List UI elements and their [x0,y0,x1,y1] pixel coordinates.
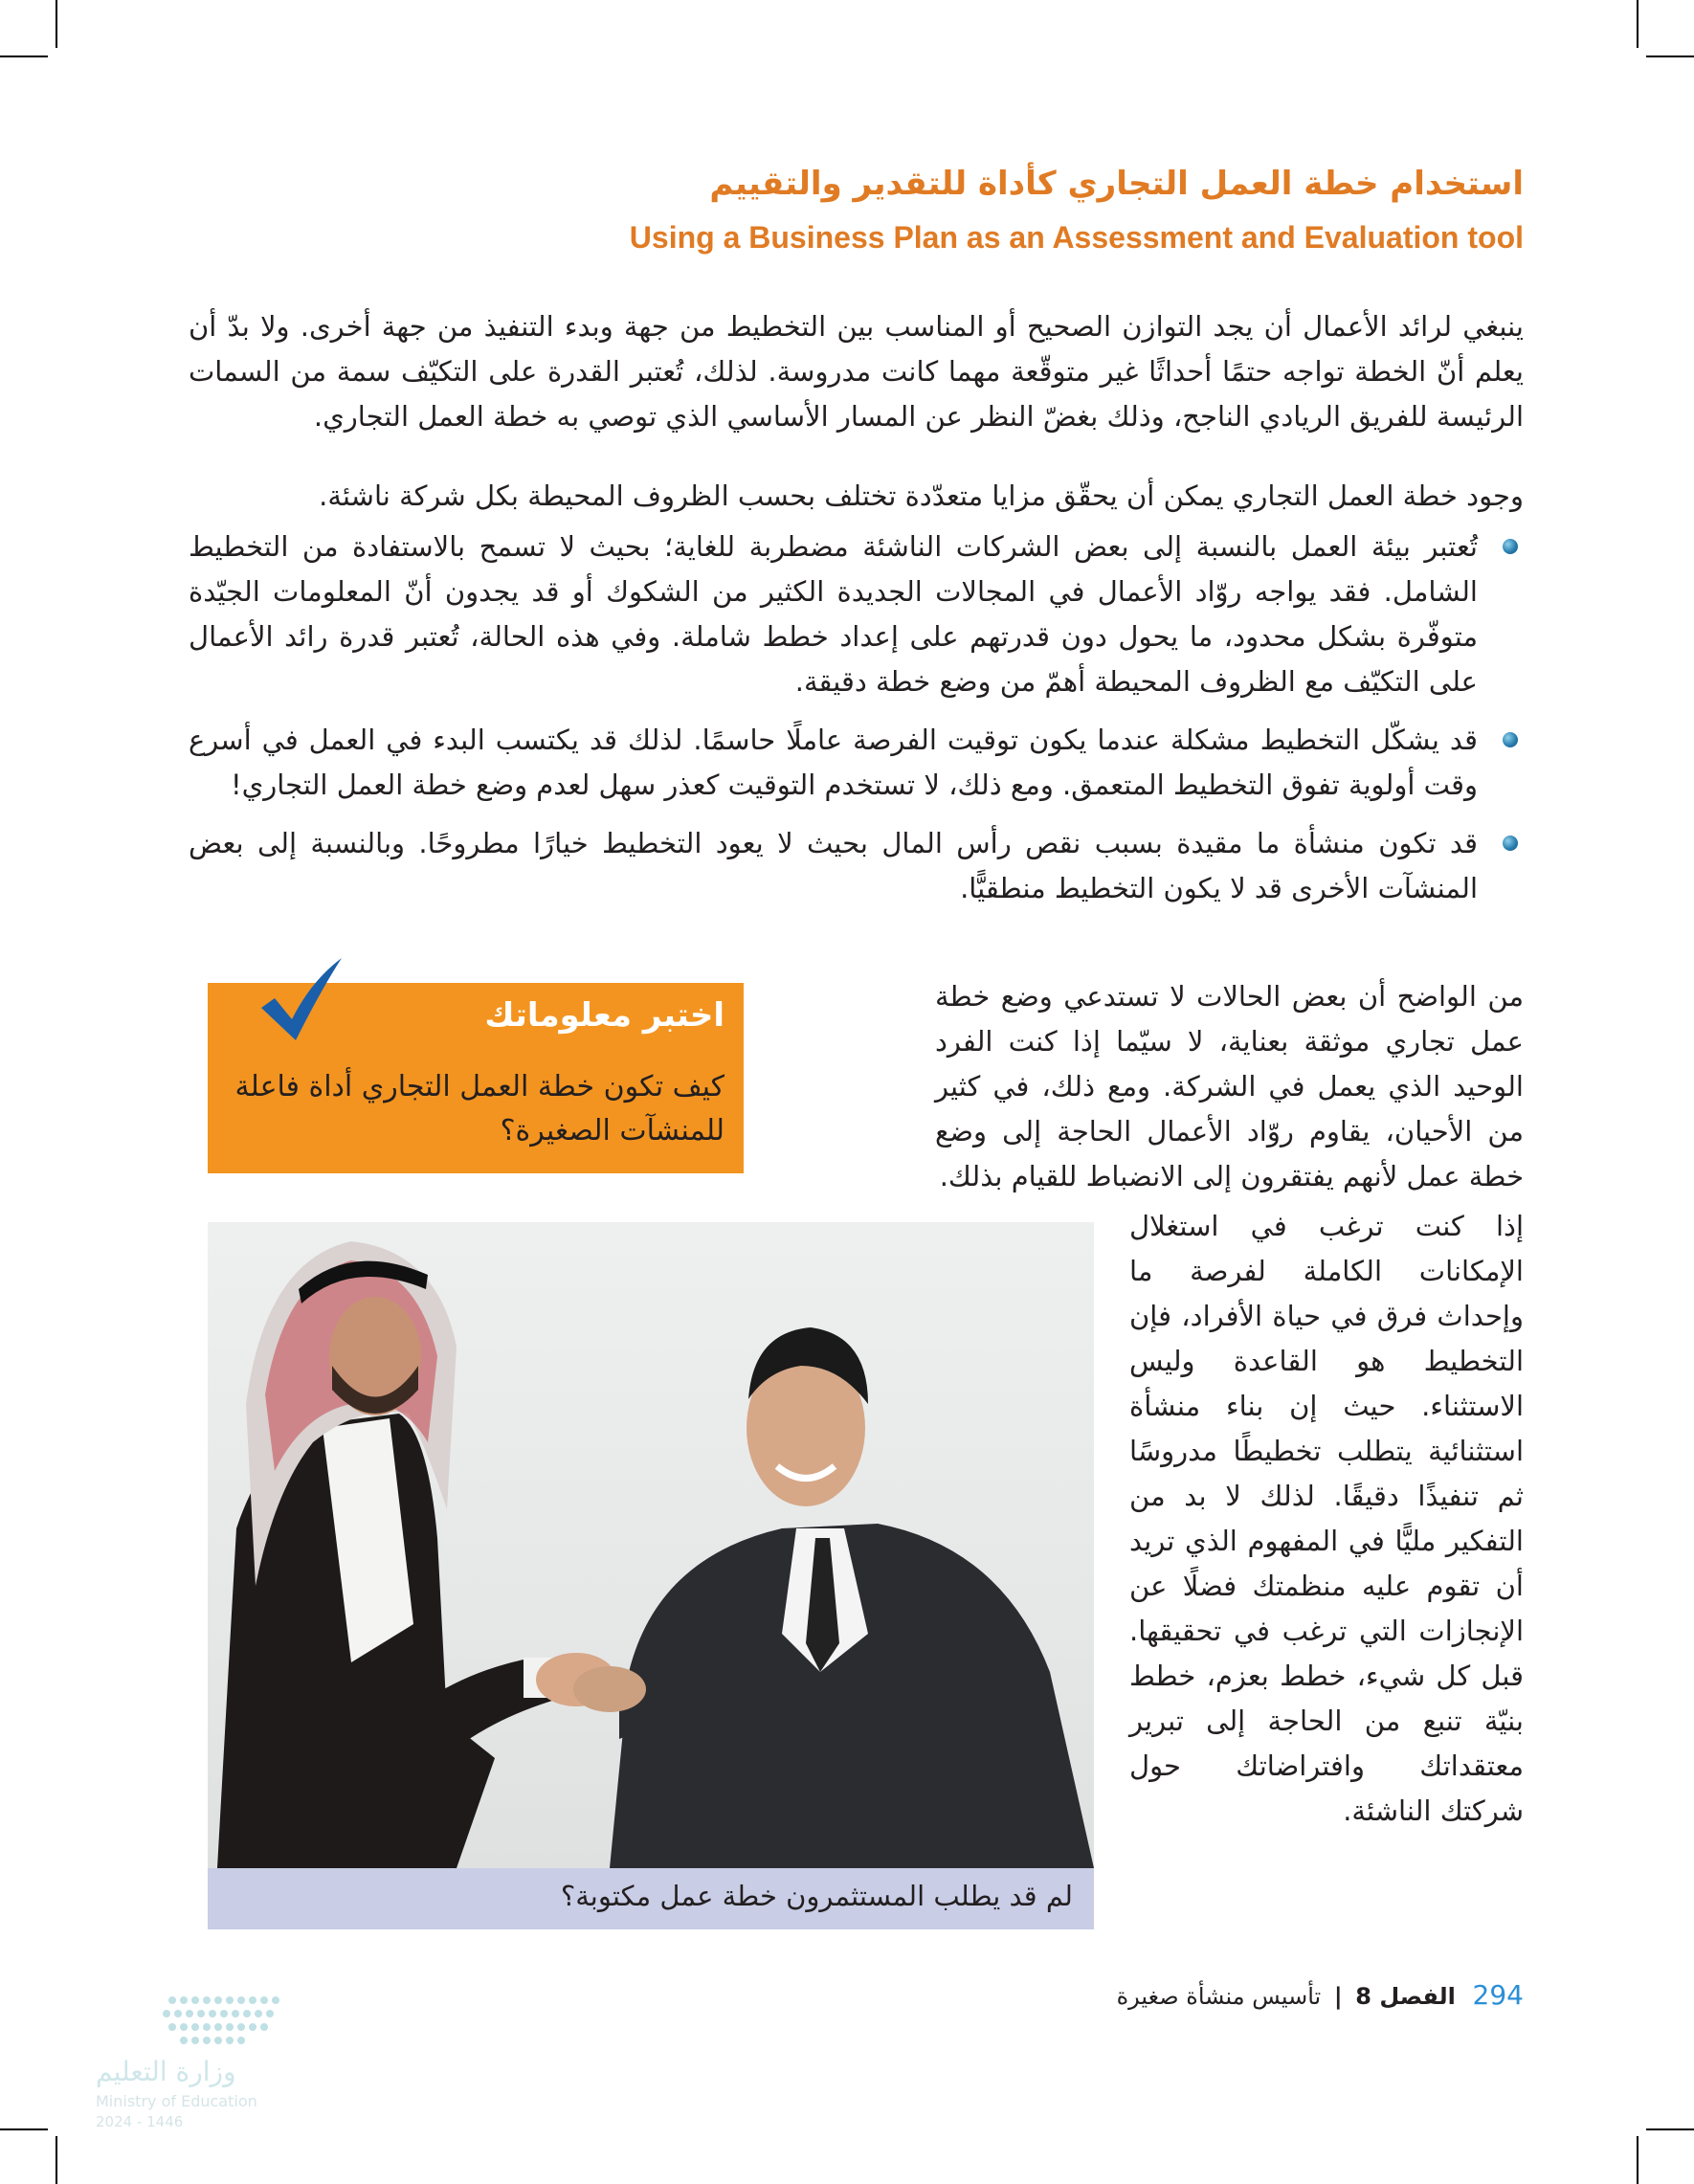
section-title-english: Using a Business Plan as an Assessment and Evaluation tool [629,220,1524,255]
intro-paragraph: ينبغي لرائد الأعمال أن يجد التوازن الصحيح أو المناسب بين التخطيط من جهة وبدء التنفيذ من جهة أخرى. ولا بدّ أن يعلم أنّ الخطة تواجه حتمًا أحداثًا غير متوقّعة مهما كانت مدروسة. لذلك، تُعتبر القدرة على التكيّف سمة من السمات الرئيسة للفريق الريادي الناجح، وذلك بغضّ النظر عن المسار الأساسي الذي توصي به خطة العمل التجاري. [189,310,1524,433]
quiz-title: اختبر معلوماتك [484,996,724,1035]
crop-mark [1646,2128,1694,2130]
bullet-icon [1503,539,1518,554]
list-item [189,718,1524,808]
crop-mark [1637,2136,1638,2184]
crop-mark [1637,0,1638,48]
page-number: 294 [1472,1979,1524,2011]
side-paragraph: من الواضح أن بعض الحالات لا تستدعي وضع خطة عمل تجاري موثقة بعناية، لا سيّما إذا كنت الفرد الوحيد الذي يعمل في الشركة. ومع ذلك، في كثير من الأحيان، يقاوم روّاد الأعمال الحاجة إلى وضع خطة عمل لأنهم يفتقرون إلى الانضباط للقيام بذلك. [935,980,1524,1192]
crop-mark [56,2136,57,2184]
bullet-icon [1503,836,1518,851]
crop-mark [0,2128,48,2130]
logo-arabic-text: وزارة التعليم [96,2056,236,2087]
list-item-text: قد تكون منشأة ما مقيدة بسبب نقص رأس المال بحيث لا يعود التخطيط خيارًا مطروحًا. وبالنسبة إلى بعض المنشآت الأخرى قد لا يكون التخطيط منطقيًّا. [189,827,1478,904]
handshake-illustration [208,1222,1094,1868]
advantages-sentence: وجود خطة العمل التجاري يمكن أن يحقّق مزايا متعدّدة تختلف بحسب الظروف المحيطة بكل شركة ناشئة. [319,479,1524,512]
photo-caption [208,1868,1094,1929]
bullet-icon [1503,732,1518,747]
chapter-label: الفصل 8 [1355,1983,1456,2010]
checkmark-icon [254,952,349,1048]
column-paragraph: إذا كنت ترغب في استغلال الإمكانات الكاملة لفرصة ما وإحداث فرق في حياة الأفراد، فإن التخطيط هو القاعدة وليس الاستثناء. حيث إن بناء منشأة استثنائية يتطلب تخطيطًا مدروسًا ثم تنفيذًا دقيقًا. لذلك لا بد من التفكير مليًّا في المفهوم الذي تريد أن تقوم عليه منظمتك فضلًا عن الإنجازات التي ترغب في تحقيقها. قبل كل شيء، خطط بعزم، خطط بنيّة تنبع من الحاجة إلى تبرير معتقداتك وافتراضاتك حول شركتك الناشئة. [1129,1210,1524,1827]
logo-english-text: Ministry of Education [96,2092,257,2110]
handshake-photo [208,1222,1094,1868]
page-footer [1117,1979,1524,2011]
list-item [189,821,1524,911]
crop-mark [56,0,57,48]
quiz-question: كيف تكون خطة العمل التجاري أداة فاعلة للمنشآت الصغيرة؟ [234,1070,724,1148]
logo-year-text: 2024 - 1446 [96,2113,184,2130]
chapter-title: تأسيس منشأة صغيرة [1116,1983,1322,2010]
advantages-list [189,524,1524,925]
crop-mark [1646,56,1694,57]
quiz-box [208,983,744,1173]
crop-mark [0,56,48,57]
section-title-arabic: استخدام خطة العمل التجاري كأداة للتقدير والتقييم [709,165,1524,203]
photo-caption-text: لم قد يطلب المستثمرون خطة عمل مكتوبة؟ [560,1880,1073,1912]
list-item-text: قد يشكّل التخطيط مشكلة عندما يكون توقيت الفرصة عاملًا حاسمًا. لذلك قد يكتسب البدء في العمل في أسرع وقت أولوية تفوق التخطيط المتعمق. ومع ذلك، لا تستخدم التوقيت كعذر سهل لعدم وضع خطة العمل التجاري! [189,724,1478,801]
list-item-text: تُعتبر بيئة العمل بالنسبة إلى بعض الشركات الناشئة مضطربة للغاية؛ بحيث لا تسمح بالاستفادة من التخطيط الشامل. فقد يواجه روّاد الأعمال في المجالات الجديدة الكثير من الشكوك أو قد يجدون أنّ المعلومات الجيّدة متوفّرة بشكل محدود، ما يحول دون قدرتهم على إعداد خطط شاملة. وفي هذه الحالة، تُعتبر قدرة رائد الأعمال على التكيّف مع الظروف المحيطة أهمّ من وضع خطة دقيقة. [189,530,1478,698]
list-item [189,524,1524,704]
footer-separator: | [1333,1983,1343,2010]
